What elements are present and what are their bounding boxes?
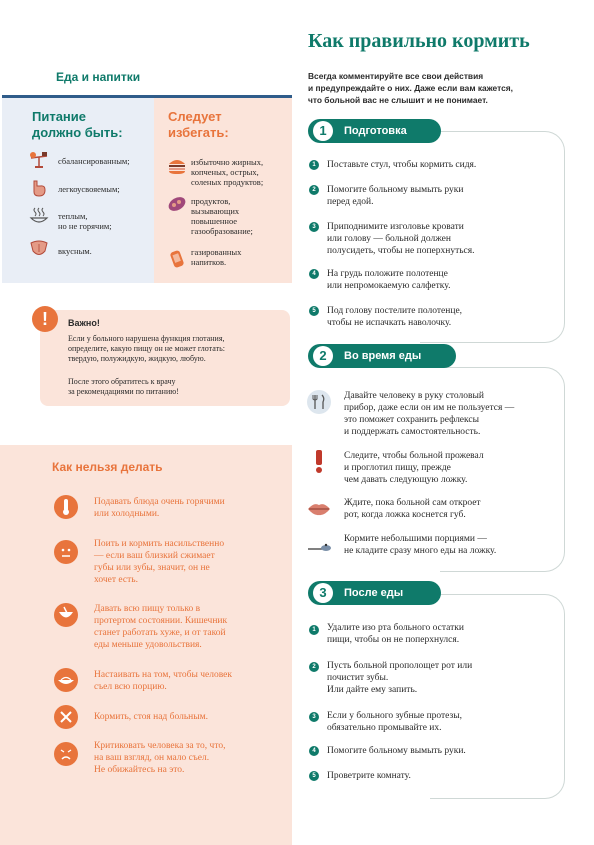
step-3-1: Удалите изо рта больного остатки пищи, чтобы он не поперхнулся. (327, 623, 464, 645)
step-3-2-dot: 2 (309, 662, 319, 672)
step-3-3-dot: 3 (309, 712, 319, 722)
exclamation-icon: ! (32, 306, 58, 332)
should-heading-line1: Питание (32, 109, 87, 124)
step-1-5-dot: 5 (309, 306, 319, 316)
should-item-1: сбалансированным; (58, 156, 130, 166)
dont-item-4: Настаивать на том, чтобы человек съел всю порцию. (94, 670, 232, 692)
warning-paragraph-1: Если у больного нарушена функция глотания, определите, какую пищу он не может глотать: твердую, полужидкую, жидкую, любую. (68, 334, 225, 363)
avoid-heading-line2: избегать: (168, 125, 229, 140)
step-1-2: Помогите больному вымыть руки перед едой. (327, 185, 464, 207)
step-1-1: Поставьте стул, чтобы кормить сидя. (327, 160, 477, 170)
soda-icon (166, 248, 188, 268)
step-3-5: Проветрите комнату. (327, 771, 411, 781)
cross-icon (54, 705, 78, 729)
dont-item-6: Критиковать человека за то, что, на ваш взгляд, он мало съел. Не обижайтесь на это. (94, 741, 226, 775)
step-1-4: На грудь положите полотенце или непромокаемую салфетку. (327, 269, 451, 291)
avoid-item-2: продуктов, вызывающих повышенное газообразование; (191, 196, 253, 236)
step-1-5: Под голову постелите полотенце, чтобы не испачкать наволочку. (327, 306, 463, 328)
avoid-heading (168, 109, 229, 141)
step-1-4-dot: 4 (309, 269, 319, 279)
angry-face-icon (54, 540, 78, 564)
step-2-1: Давайте человеку в руку столовый прибор, даже если он им не пользуется — это поможет сохранить рефлексы и поддержать самостоятельность. (344, 391, 515, 437)
dont-item-2: Поить и кормить насильственно — если ваш близкий сжимает губы или зубы, значит, он не хочет есть. (94, 539, 225, 585)
donts-title: Как нельзя делать (52, 460, 163, 474)
should-heading (32, 109, 123, 141)
stomach-icon (28, 178, 50, 198)
dont-item-3: Давать всю пищу только в протертом состоянии. Кишечник станет работать хуже, и от такой еды меньше удовольствия. (94, 604, 228, 650)
section-2-number: 2 (313, 346, 333, 366)
step-3-2: Пусть больной прополощет рот или почистит зубы. Или дайте ему запить. (327, 661, 473, 695)
step-1-3-dot: 3 (309, 222, 319, 232)
should-item-3: теплым, но не горячим; (58, 211, 112, 231)
should-item-4: вкусным. (58, 246, 92, 256)
step-3-1-dot: 1 (309, 625, 319, 635)
section-2-header (308, 344, 456, 368)
avoid-heading-line1: Следует (168, 109, 222, 124)
tongue-icon (28, 238, 50, 258)
avoid-item-3: газированных напитков. (191, 247, 242, 267)
section-1-number: 1 (313, 121, 333, 141)
step-1-1-dot: 1 (309, 160, 319, 170)
lips-icon (306, 496, 332, 522)
step-2-2: Следите, чтобы больной прожевал и проглотил пищу, прежде чем давать следующую ложку. (344, 451, 484, 485)
step-3-4-dot: 4 (309, 746, 319, 756)
dont-item-5: Кормить, стоя над больным. (94, 712, 208, 722)
plate-icon (54, 668, 78, 692)
section-1-header (308, 119, 441, 143)
warning-title: Важно! (68, 318, 100, 328)
section-3-header (308, 581, 441, 605)
scales-icon (28, 150, 50, 170)
section-3-number: 3 (313, 583, 333, 603)
step-1-2-dot: 2 (309, 185, 319, 195)
warning-paragraph-2: После этого обратитесь к врачу за рекомендациями по питанию! (68, 377, 179, 396)
should-item-2: легкоусвояемым; (58, 184, 120, 194)
step-3-4: Помогите больному вымыть руки. (327, 746, 466, 756)
intro-text: Всегда комментируйте все свои действия и предупреждайте о них. Даже если вам кажется, что больной вас не слышит и не понимает. (308, 71, 513, 105)
dont-item-1: Подавать блюда очень горячими или холодными. (94, 497, 225, 519)
section-3-title: После еды (344, 587, 404, 599)
step-1-3: Приподнимите изголовье кровати или голову — больной должен полусидеть, чтобы не поперхнуться. (327, 222, 475, 256)
table-top-border (2, 95, 292, 98)
section-1-title: Подготовка (344, 125, 407, 137)
step-3-5-dot: 5 (309, 771, 319, 781)
food-section-title: Еда и напитки (56, 70, 141, 84)
exclamation-icon (306, 448, 332, 474)
hot-bowl-icon (28, 206, 50, 226)
spoon-icon (306, 533, 332, 559)
blender-icon (54, 603, 78, 627)
should-heading-line2: должно быть: (32, 125, 123, 140)
thermometer-icon (54, 495, 78, 519)
avoid-item-1: избыточно жирных, копченых, острых, соленых продуктов; (191, 157, 264, 187)
beans-icon (166, 194, 188, 214)
step-3-3: Если у больного зубные протезы, обязательно промывайте их. (327, 711, 463, 733)
page-title: Как правильно кормить (308, 30, 530, 52)
upset-face-icon (54, 742, 78, 766)
step-2-3: Ждите, пока больной сам откроет рот, когда ложка коснется губ. (344, 498, 481, 520)
burger-icon (166, 156, 188, 176)
cutlery-icon (306, 389, 332, 415)
step-2-4: Кормите небольшими порциями — не кладите сразу много еды на ложку. (344, 534, 497, 556)
section-2-title: Во время еды (344, 350, 422, 362)
